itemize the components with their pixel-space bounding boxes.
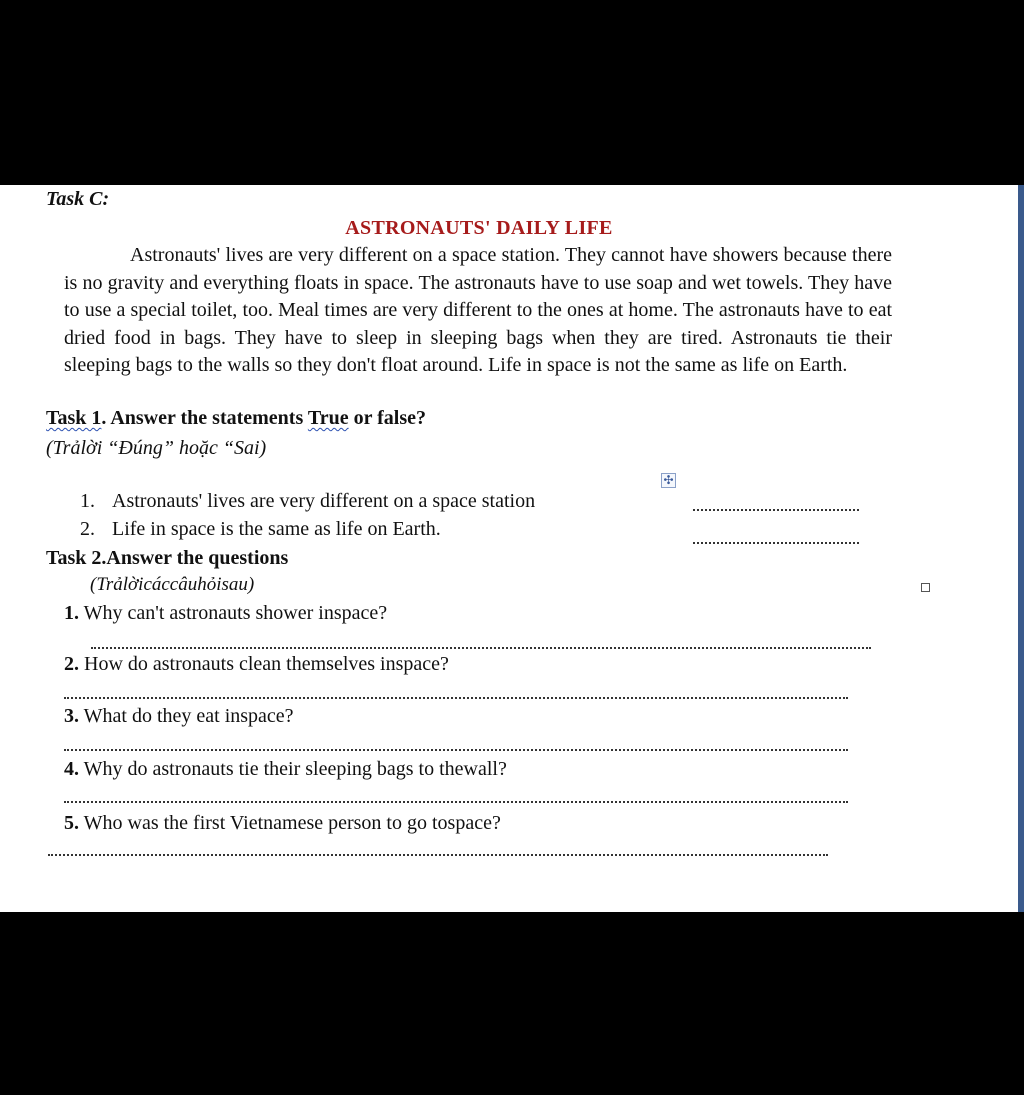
- statement-text: Life in space is the same as life on Earth.: [112, 518, 441, 540]
- task-1-heading: [46, 407, 426, 430]
- answer-blank[interactable]: [91, 647, 871, 649]
- answer-blank[interactable]: [693, 542, 859, 544]
- task-1-instruction: . Answer the statements: [101, 407, 308, 429]
- question-number: 1.: [64, 602, 79, 624]
- question-text: Why can't astronauts shower inspace?: [79, 602, 388, 624]
- question-number: 2.: [64, 653, 79, 675]
- task-2-subtitle: (Trảlờicáccâuhỏisau): [90, 574, 255, 595]
- question-text: What do they eat inspace?: [79, 705, 294, 727]
- answer-blank[interactable]: [693, 509, 859, 511]
- statement-text: Astronauts' lives are very different on a space station: [112, 490, 536, 512]
- statement-number: 2.: [80, 518, 95, 540]
- question-number: 3.: [64, 705, 79, 727]
- question-number: 5.: [64, 812, 79, 834]
- question-text: Who was the first Vietnamese person to go tospace?: [79, 812, 501, 834]
- task-2-heading: Task 2.Answer the questions: [46, 547, 289, 569]
- question-item: [64, 758, 507, 781]
- question-number: 4.: [64, 758, 79, 780]
- reading-passage: Astronauts' lives are very different on a space station. They cannot have showers because there is no gravity and everything floats in space. The astronauts have to use soap and wet towels. They have to use a special toilet, too. Meal times are very different to the ones at home. The astronauts have to eat dried food in bags. They have to sleep in sleeping bags when they are tired. Astronauts tie their sleeping bags to the walls so they don't float around. Life in space is not the same as life on Earth.: [64, 244, 892, 376]
- table-move-handle-icon[interactable]: ✣: [661, 473, 676, 488]
- question-item: [64, 705, 294, 728]
- checkbox-marker: [921, 583, 930, 592]
- answer-blank[interactable]: [64, 801, 848, 803]
- task-1-instruction-end: or false?: [348, 407, 427, 429]
- question-text: How do astronauts clean themselves inspace?: [79, 653, 449, 675]
- answer-blank[interactable]: [64, 749, 848, 751]
- question-item: [64, 653, 449, 676]
- task-1-true-word: True: [307, 407, 349, 429]
- answer-blank[interactable]: [64, 697, 848, 699]
- answer-blank[interactable]: [48, 854, 828, 856]
- scrollbar-edge[interactable]: [1018, 185, 1024, 912]
- task-1-label: Task 1: [46, 407, 102, 429]
- statement-number: 1.: [80, 490, 95, 512]
- question-text: Why do astronauts tie their sleeping bags to thewall?: [79, 758, 507, 780]
- document-page: [0, 185, 1018, 912]
- task-c-heading: Task C:: [46, 188, 110, 210]
- task-1-subtitle: (Trảlời “Đúng” hoặc “Sai): [46, 437, 267, 459]
- passage-title: ASTRONAUTS' DAILY LIFE: [345, 217, 613, 239]
- question-item: [64, 812, 501, 835]
- question-item: [64, 602, 387, 625]
